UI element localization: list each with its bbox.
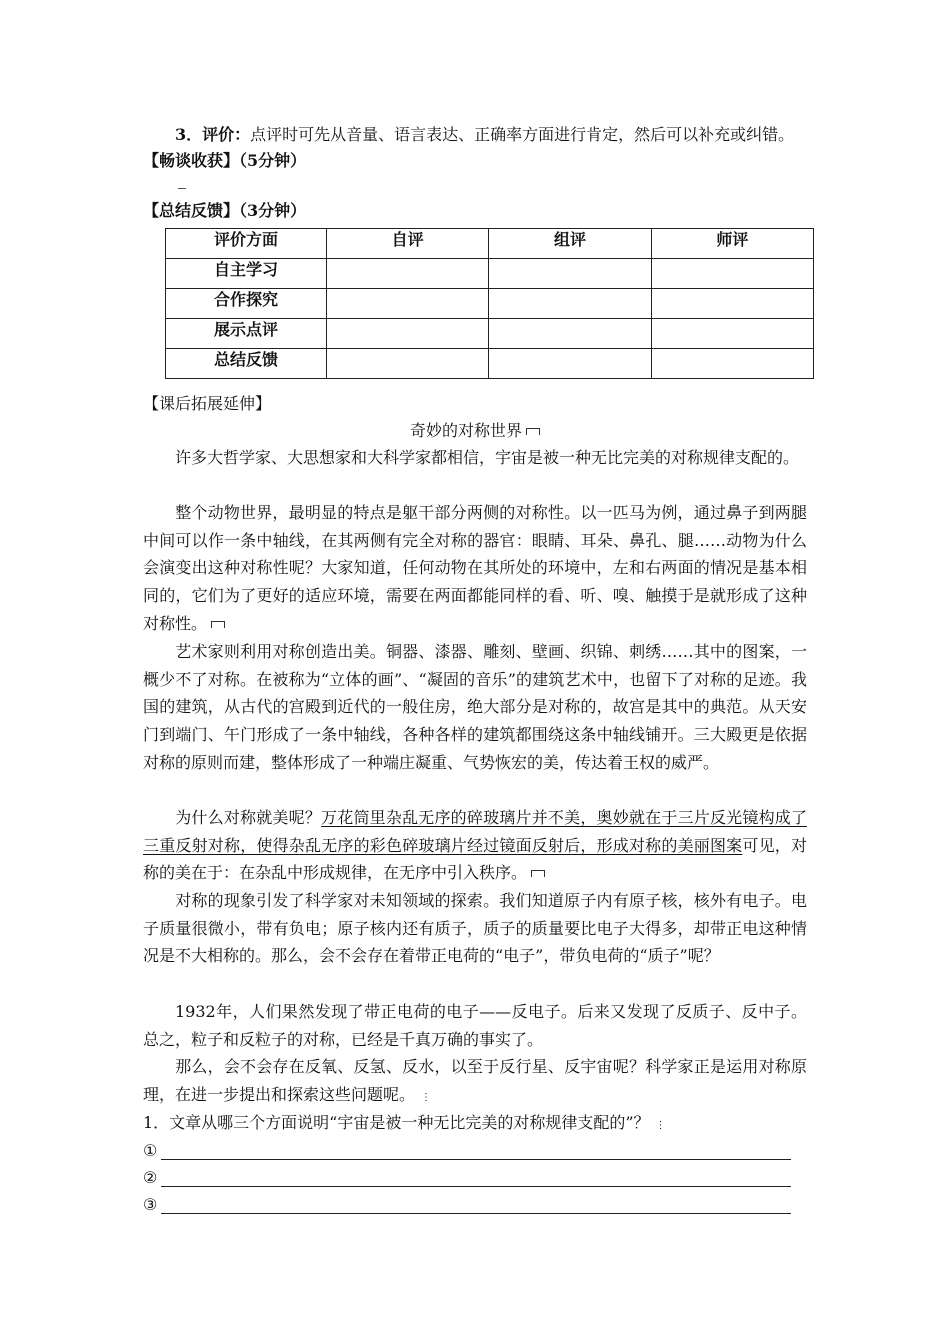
paragraph-4-underlined: 万花筒里杂乱无序的碎玻璃片并不美，奥妙就在于三片反光镜构成了三重反射对称，使得杂乱无序的彩色碎玻璃片经过镜面反射后，形成对称的美丽图案 <box>143 808 807 855</box>
evaluation-table <box>165 228 814 379</box>
table-cell[interactable] <box>489 349 651 379</box>
harvest-heading <box>143 150 306 172</box>
section3-line <box>175 124 794 146</box>
anchor-dots-icon: ⋮ <box>421 1091 431 1103</box>
answer-line-2[interactable] <box>143 1167 791 1189</box>
answer-line-1[interactable] <box>143 1140 791 1162</box>
table-cell[interactable] <box>651 349 813 379</box>
table-cell[interactable] <box>327 349 489 379</box>
header-teacher: 师评 <box>651 229 813 259</box>
section3-text: 点评时可先从音量、语言表达、正确率方面进行肯定，然后可以补充或纠错。 <box>250 125 795 144</box>
extension-heading: 【课后拓展延伸】 <box>143 394 272 413</box>
answer-2-number: ② <box>143 1168 158 1187</box>
paragraph-1-text: 许多大哲学家、大思想家和大科学家都相信，宇宙是被一种无比完美的对称规律支配的。 <box>175 448 800 467</box>
paragraph-4-end: 可见，对称的美在于：在杂乱中形成规律，在无序中引入秩序。 <box>143 835 807 883</box>
table-row <box>166 289 814 319</box>
table-cell[interactable] <box>651 259 813 289</box>
paragraph-1 <box>143 444 807 472</box>
paragraph-7 <box>143 1053 807 1111</box>
table-row <box>166 319 814 349</box>
answer-1-underline <box>161 1159 791 1160</box>
table-cell[interactable] <box>651 289 813 319</box>
table-cell[interactable] <box>327 289 489 319</box>
paragraph-5-text: 对称的现象引发了科学家对未知领域的探索。我们知道原子内有原子核，核外有电子。电子质量很微小，带有负电；原子核内还有质子，质子的质量要比电子大得多，却带正电这种情况是不大相称的。那么，会不会存在着带正电荷的“电子”，带负电荷的“质子”呢？ <box>143 891 807 966</box>
feedback-time: （3分钟） <box>239 201 307 220</box>
table-cell[interactable] <box>489 289 651 319</box>
header-group: 组评 <box>489 229 651 259</box>
anchor-dots-icon: ⋮ <box>655 1120 665 1131</box>
row-label: 合作探究 <box>166 289 327 319</box>
row-label: 总结反馈 <box>166 349 327 379</box>
section3-label: 3．评价： <box>175 125 251 144</box>
table-row <box>166 349 814 379</box>
header-self: 自评 <box>327 229 489 259</box>
answer-1-number: ① <box>143 1141 158 1160</box>
answer-3-underline <box>161 1213 791 1214</box>
paragraph-6-text: 1932年，人们果然发现了带正电荷的电子——反电子。后来又发现了反质子、反中子。总之，粒子和反粒子的对称，已经是千真万确的事实了。 <box>143 1002 807 1049</box>
paragraph-3-text: 艺术家则利用对称创造出美。铜器、漆器、雕刻、壁画、织锦、刺绣……其中的图案，一概少不了对称。在被称为“立体的画”、“凝固的音乐”的建筑艺术中，也留下了对称的足迹。我国的建筑，从古代的宫殿到近代的一般住房，绝大部分是对称的，故宫是其中的典范。从天安门到端门、午门形成了一条中轴线，各种各样的建筑都围绕这条中轴线铺开。三大殿更是依据对称的原则而建，整体形成了一种端庄凝重、气势恢宏的美，传达着王权的威严。 <box>143 642 807 772</box>
paragraph-4-start: 为什么对称就美呢？ <box>175 808 322 827</box>
answer-line-3[interactable] <box>143 1194 791 1216</box>
paragraph-5 <box>143 887 807 970</box>
paragraph-mark-icon <box>211 621 225 628</box>
paragraph-4 <box>143 804 807 887</box>
question-1 <box>143 1112 665 1137</box>
cursor-mark <box>178 188 186 189</box>
paragraph-2-text: 整个动物世界，最明显的特点是躯干部分两侧的对称性。以一匹马为例，通过鼻子到两腿中间可以作一条中轴线，在其两侧有完全对称的器官：眼睛、耳朵、鼻孔、腿……动物为什么会演变出这种对称性呢？大家知道，任何动物在其所处的环境中，左和右两面的情况是基本相同的，它们为了更好的适应环境，需要在两面都能同样的看、听、嗅、触摸于是就形成了这种对称性。 <box>143 503 807 633</box>
table-cell[interactable] <box>327 259 489 289</box>
paragraph-mark-icon <box>531 870 545 877</box>
harvest-title: 【畅谈收获】 <box>143 151 240 170</box>
table-row <box>166 259 814 289</box>
table-cell[interactable] <box>489 319 651 349</box>
article-title: 奇妙的对称世界 <box>409 421 522 440</box>
table-cell[interactable] <box>651 319 813 349</box>
row-label: 自主学习 <box>166 259 327 289</box>
paragraph-7-text: 那么，会不会存在反氧、反氢、反水，以至于反行星、反宇宙呢？科学家正是运用对称原理，在进一步提出和探索这些问题呢。 <box>143 1057 807 1104</box>
question-1-text: 1．文章从哪三个方面说明“宇宙是被一种无比完美的对称规律支配的”？ <box>143 1113 650 1132</box>
header-aspect: 评价方面 <box>166 229 327 259</box>
paragraph-mark-icon <box>526 428 540 435</box>
feedback-heading <box>143 200 306 222</box>
answer-3-number: ③ <box>143 1195 158 1214</box>
paragraph-3 <box>143 638 807 777</box>
paragraph-2 <box>143 499 807 638</box>
table-cell[interactable] <box>489 259 651 289</box>
feedback-title: 【总结反馈】 <box>143 201 240 220</box>
answer-2-underline <box>161 1186 791 1187</box>
article-title-wrap <box>0 420 950 442</box>
row-label: 展示点评 <box>166 319 327 349</box>
harvest-time: （5分钟） <box>239 151 307 170</box>
table-cell[interactable] <box>327 319 489 349</box>
table-header-row <box>166 229 814 259</box>
paragraph-6 <box>143 998 807 1053</box>
